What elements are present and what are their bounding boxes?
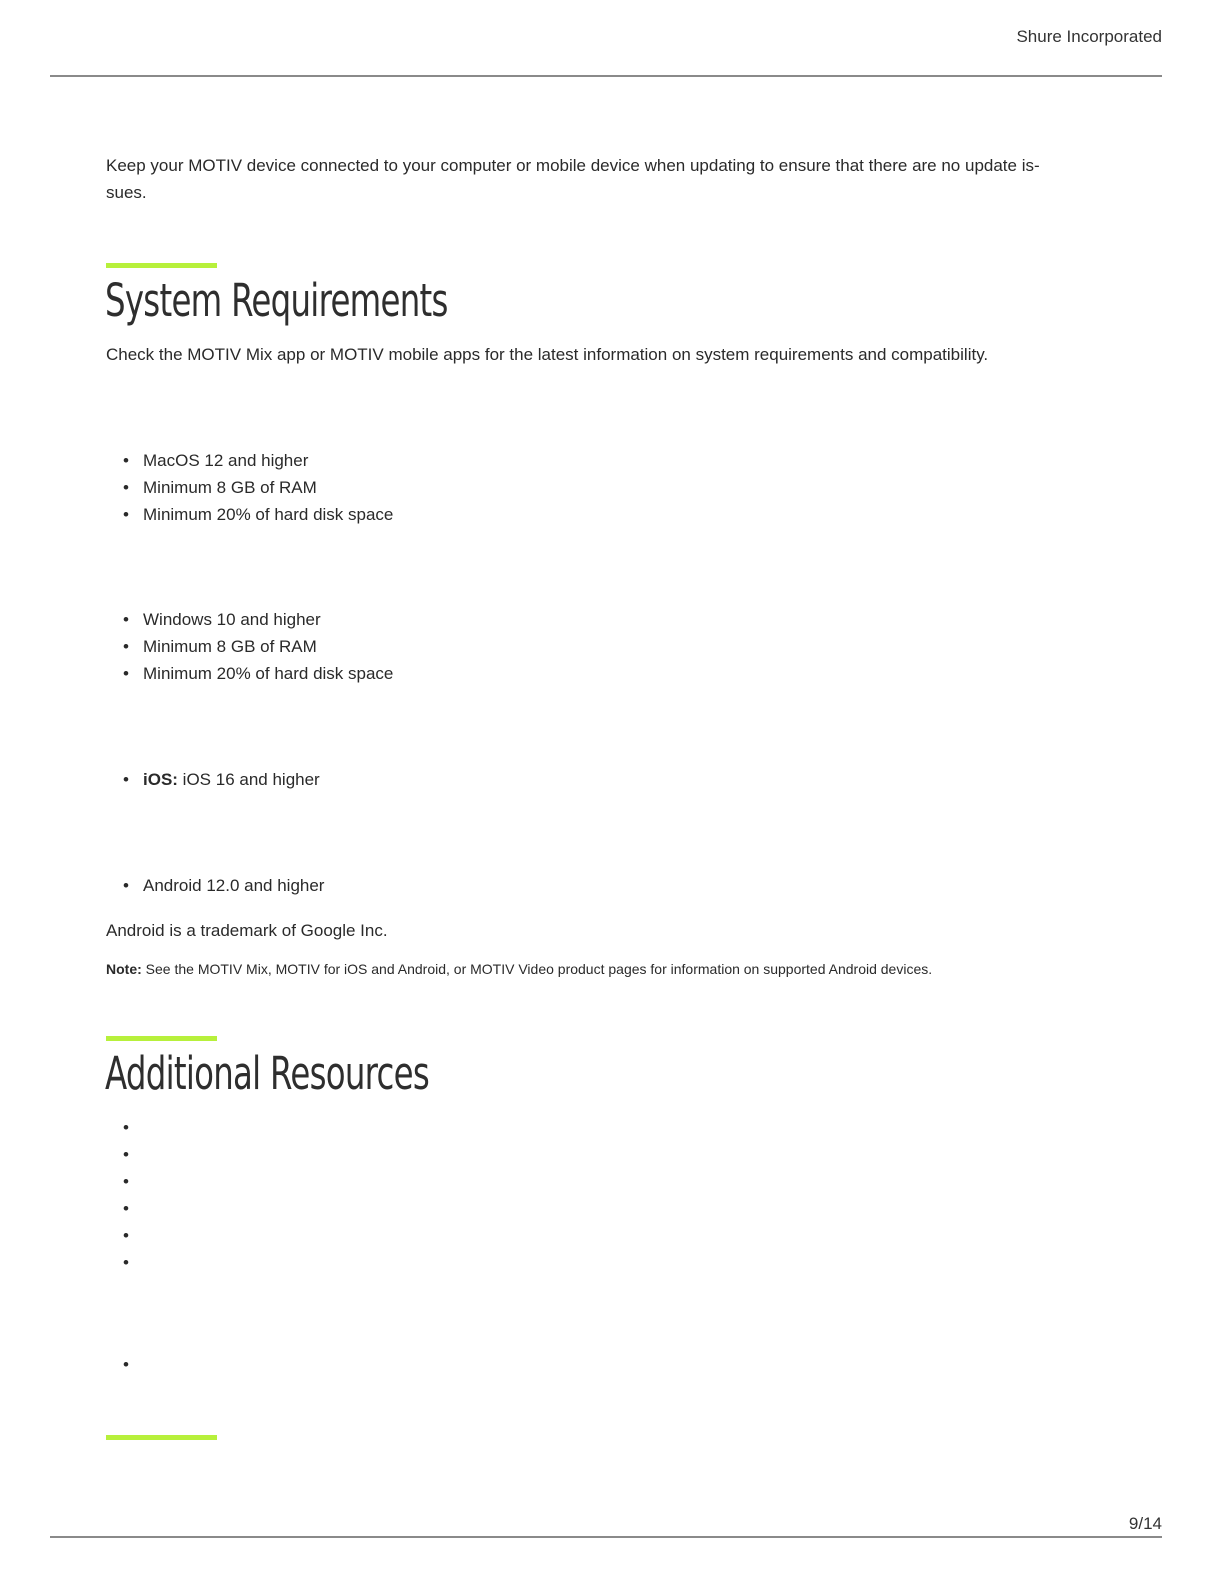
system-requirements-title: System Requirements (105, 274, 448, 327)
bullet-icon: • (123, 664, 129, 683)
list-item-text: Windows 10 and higher (143, 610, 321, 629)
list-item (106, 1114, 143, 1141)
additional-resources-list (106, 1114, 143, 1276)
page-number: 9/14 (1128, 1514, 1162, 1533)
list-item (106, 872, 324, 899)
bullet-icon: • (123, 876, 129, 895)
list-item (106, 1195, 143, 1222)
mac-requirements-list (106, 447, 393, 528)
list-item-text: Minimum 20% of hard disk space (143, 664, 394, 683)
list-item (106, 1249, 143, 1276)
intro-line-2: sues. (106, 183, 147, 202)
intro-line-1: Keep your MOTIV device connected to your computer or mobile device when updating to ensure that there are no update is- (106, 156, 1040, 175)
bullet-icon: • (123, 1199, 129, 1218)
list-item (106, 660, 393, 687)
section-accent-bar (106, 263, 217, 268)
section-accent-bar (106, 1036, 217, 1041)
bullet-icon: • (123, 478, 129, 497)
note-text (106, 958, 932, 980)
list-item (106, 1222, 143, 1249)
android-trademark-text: Android is a trademark of Google Inc. (106, 921, 388, 940)
intro-paragraph (106, 152, 1096, 206)
list-item (106, 447, 393, 474)
list-item (106, 501, 393, 528)
additional-resources-title: Additional Resources (105, 1047, 430, 1100)
list-item-text: Minimum 8 GB of RAM (143, 478, 317, 497)
list-item-text: MacOS 12 and higher (143, 451, 309, 470)
list-item-text: iOS 16 and higher (177, 770, 320, 789)
bullet-icon: • (123, 1172, 129, 1191)
system-requirements-description: Check the MOTIV Mix app or MOTIV mobile apps for the latest information on system requirements and compatibility. (106, 345, 989, 364)
list-item (106, 633, 393, 660)
note-body: See the MOTIV Mix, MOTIV for iOS and Android, or MOTIV Video product pages for information on supported Android devices. (141, 961, 933, 977)
header-company-name: Shure Incorporated (1016, 27, 1162, 46)
ios-requirements-list (106, 766, 320, 793)
list-item-text: Minimum 20% of hard disk space (143, 505, 394, 524)
footer-divider (50, 1536, 1162, 1538)
bullet-icon: • (123, 1226, 129, 1245)
bullet-icon: • (123, 505, 129, 524)
list-item-text: Android 12.0 and higher (143, 876, 325, 895)
bullet-icon: • (123, 1145, 129, 1164)
bullet-icon: • (123, 1118, 129, 1137)
bullet-icon: • (123, 770, 129, 789)
note-label: Note: (106, 961, 142, 977)
list-item (106, 1168, 143, 1195)
android-requirements-list (106, 872, 324, 899)
list-item-text: Minimum 8 GB of RAM (143, 637, 317, 656)
list-item (106, 1351, 143, 1378)
bullet-icon: • (123, 1355, 129, 1374)
ios-label: iOS: (143, 770, 178, 789)
bullet-icon: • (123, 610, 129, 629)
bullet-icon: • (123, 451, 129, 470)
additional-resources-list-2 (106, 1351, 143, 1378)
bullet-icon: • (123, 1253, 129, 1272)
list-item (106, 1141, 143, 1168)
windows-requirements-list (106, 606, 393, 687)
header-divider (50, 75, 1162, 77)
bullet-icon: • (123, 637, 129, 656)
list-item (106, 766, 320, 793)
section-accent-bar (106, 1435, 217, 1440)
list-item (106, 606, 393, 633)
list-item (106, 474, 393, 501)
